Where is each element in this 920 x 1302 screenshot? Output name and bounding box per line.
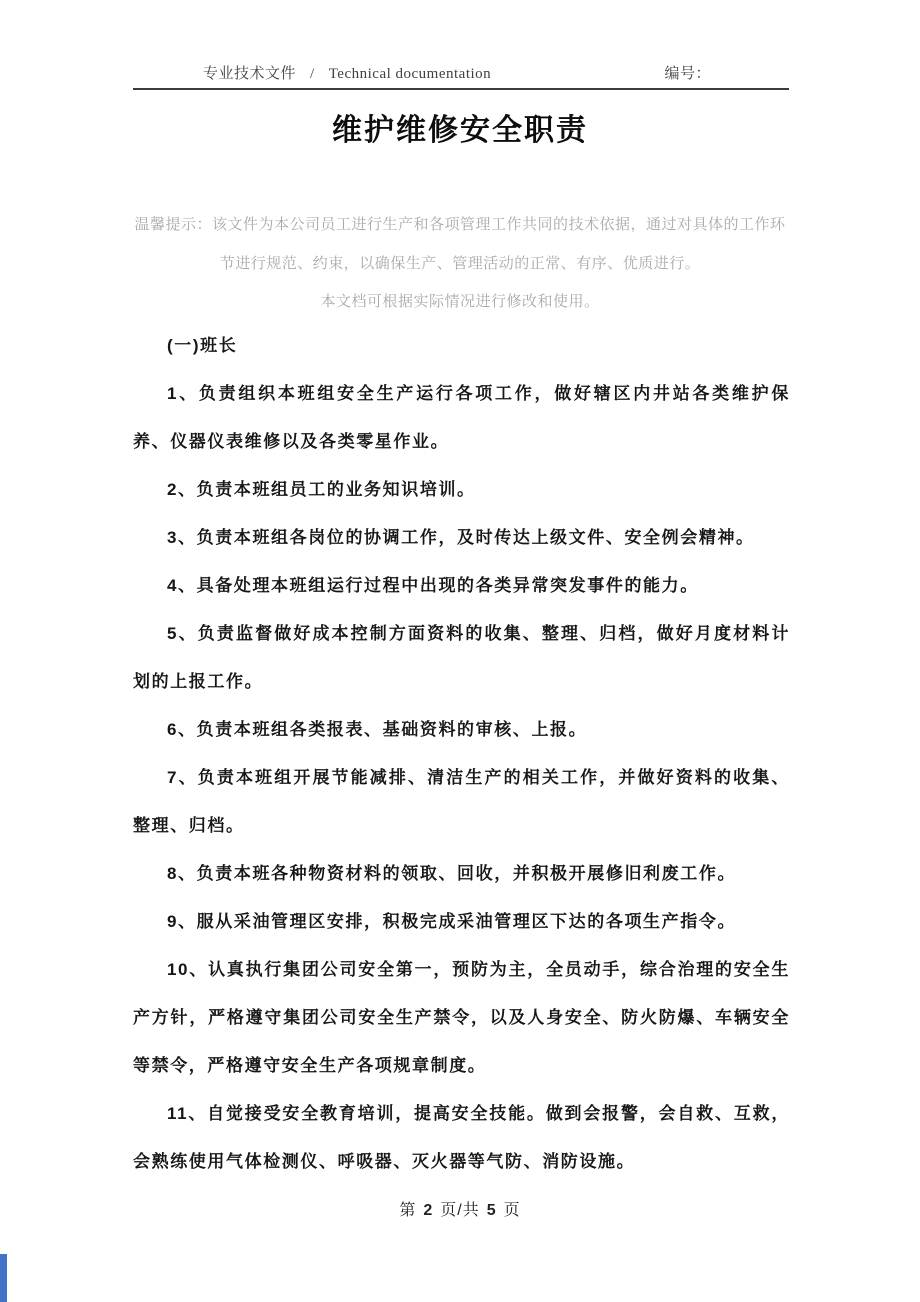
doc-type-cn: 专业技术文件 xyxy=(203,66,297,82)
page-footer xyxy=(0,1198,920,1224)
footer-page-middle: 页/共 xyxy=(440,1202,480,1219)
notice-block xyxy=(132,206,788,322)
current-page-number: 2 xyxy=(423,1202,434,1219)
total-page-number: 5 xyxy=(486,1202,497,1219)
footer-page-suffix: 页 xyxy=(503,1202,521,1219)
duty-item-2: 2、负责本班组员工的业务知识培训。 xyxy=(167,480,476,499)
header-separator: / xyxy=(310,66,315,82)
duty-item-10: 10、认真执行集团公司安全第一，预防为主，全员动手，综合治理的安全生产方针，严格遵守集团公司安全生产禁令，以及人身安全、防火防爆、车辆安全等禁令，严格遵守安全生产各项规章制度。 xyxy=(133,960,790,1075)
header-doc-type xyxy=(133,62,491,83)
duty-item-8: 8、负责本班各种物资材料的领取、回收，并积极开展修旧利废工作。 xyxy=(167,864,737,883)
doc-type-en: Technical documentation xyxy=(328,66,492,82)
duty-item-6: 6、负责本班组各类报表、基础资料的审核、上报。 xyxy=(167,720,588,739)
duty-item-3: 3、负责本班组各岗位的协调工作，及时传达上级文件、安全例会精神。 xyxy=(167,528,755,547)
notice-paragraph-1: 温馨提示：该文件为本公司员工进行生产和各项管理工作共同的技术依据，通过对具体的工作环节进行规范、约束，以确保生产、管理活动的正常、有序、优质进行。 xyxy=(134,216,786,272)
duty-item-9: 9、服从采油管理区安排，积极完成采油管理区下达的各项生产指令。 xyxy=(167,912,737,931)
duty-item-7: 7、负责本班组开展节能减排、清洁生产的相关工作，并做好资料的收集、整理、归档。 xyxy=(133,768,790,835)
duty-item-5: 5、负责监督做好成本控制方面资料的收集、整理、归档，做好月度材料计划的上报工作。 xyxy=(133,624,790,691)
page-corner-marker xyxy=(0,1254,7,1302)
document-body xyxy=(133,322,790,1186)
page-title: 维护维修安全职责 xyxy=(332,114,588,147)
duty-item-4: 4、具备处理本班组运行过程中出现的各类异常突发事件的能力。 xyxy=(167,576,699,595)
duty-item-11: 11、自觉接受安全教育培训，提高安全技能。做到会报警，会自救、互救，会熟练使用气体检测仪、呼吸器、灭火器等气防、消防设施。 xyxy=(133,1104,790,1171)
notice-paragraph-2: 本文档可根据实际情况进行修改和使用。 xyxy=(320,293,600,310)
document-header xyxy=(133,62,789,90)
duty-item-1: 1、负责组织本班组安全生产运行各项工作，做好辖区内井站各类维护保养、仪器仪表维修以及各类零星作业。 xyxy=(133,384,790,451)
doc-number-label: 编号： xyxy=(664,66,711,82)
section-heading: (一)班长 xyxy=(167,336,238,355)
footer-page-prefix: 第 xyxy=(399,1202,417,1219)
